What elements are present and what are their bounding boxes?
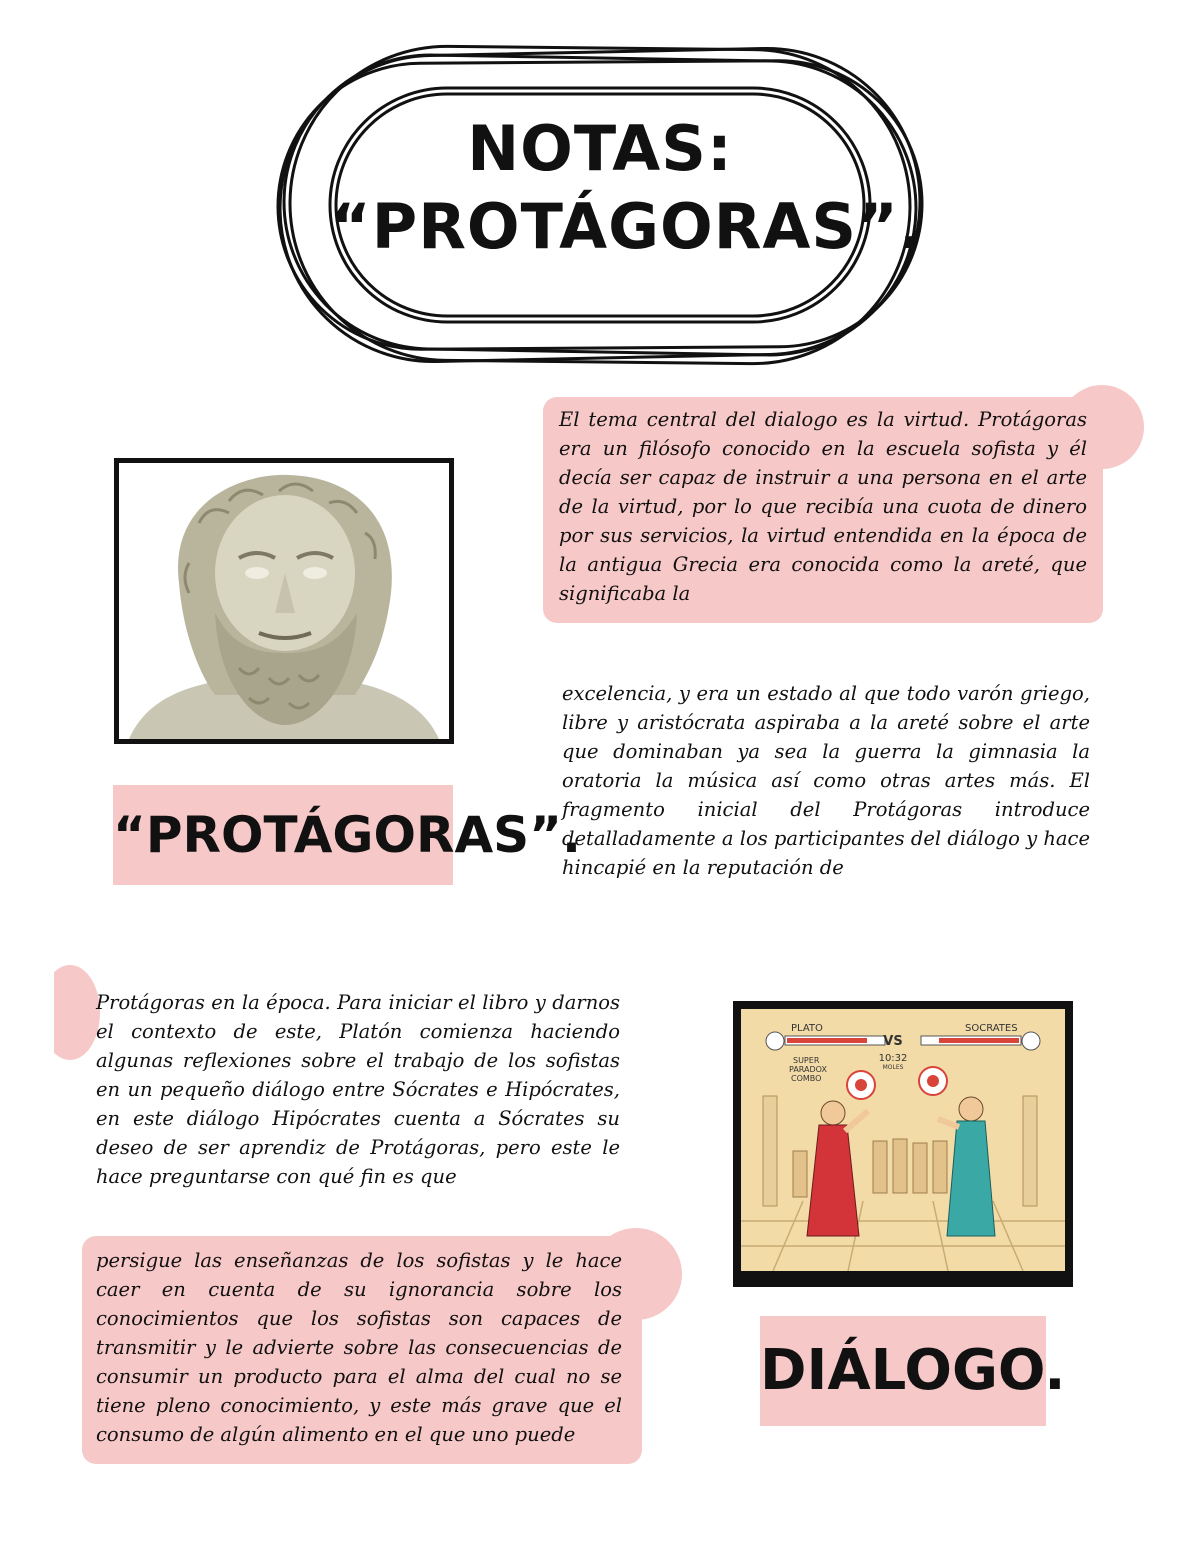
paragraph-ensenanzas: persigue las enseñanzas de los sofistas y le hace caer en cuenta de su ignorancia sobre los conocimientos que los sofistas son capaces de transmitir y le advierte sobre las consecuencias de consumir un producto para el alma del cual no se tiene pleno conocimiento, y este más grave que el consumo de algún alimento en el que uno puede bbox=[82, 1236, 642, 1464]
title-line-2: “PROTÁGORAS”. bbox=[330, 190, 924, 263]
combo-line-1: SUPER bbox=[793, 1056, 820, 1065]
player2-name: SOCRATES bbox=[965, 1023, 1018, 1034]
vs-label: VS bbox=[883, 1034, 903, 1049]
protagoras-label: “PROTÁGORAS”. bbox=[113, 785, 453, 885]
page-title bbox=[330, 110, 924, 266]
combo-line-3: COMBO bbox=[791, 1074, 822, 1083]
paragraph-contexto: Protágoras en la época. Para iniciar el libro y darnos el contexto de este, Platón comienza haciendo algunas reflexiones sobre el trabajo de los sofistas en un pequeño diálogo entre Sócrates e Hipócrates, en este diálogo Hipócrates cuenta a Sócrates su deseo de ser aprendiz de Protágoras, pero este le hace preguntarse con qué fin es que bbox=[96, 991, 620, 1188]
timer: 10:32 bbox=[878, 1053, 908, 1064]
paragraph-virtud: El tema central del dialogo es la virtud. Protágoras era un filósofo conocido en la escuela sofista y él decía ser capaz de instruir a una persona en el arte de la virtud, por lo que recibía una cuota de dinero por sus servicios, la virtud entendida en la época de la antigua Grecia era conocida como la areté, que significaba la bbox=[543, 397, 1103, 623]
fighting-game-scene-icon bbox=[733, 1001, 1073, 1287]
timer-sub: MOLES bbox=[882, 1064, 904, 1071]
player1-name: PLATO bbox=[791, 1023, 823, 1034]
combo-line-2: PARADOX bbox=[789, 1065, 827, 1074]
dialogo-label: DIÁLOGO. bbox=[760, 1316, 1046, 1426]
dialogo-illustration bbox=[733, 1001, 1073, 1287]
paragraph-excelencia: excelencia, y era un estado al que todo varón griego, libre y aristócrata aspiraba a la areté sobre el arte que dominaban ya sea la guerra la gimnasia la oratoria la música así como otras artes más. El fragmento inicial del Protágoras introduce detalladamente a los participantes del diálogo y hace hincapié en la reputación de bbox=[562, 682, 1090, 879]
protagoras-portrait bbox=[114, 458, 454, 744]
decorative-blob bbox=[40, 965, 100, 1060]
philosopher-bust-icon bbox=[119, 463, 449, 739]
title-line-1: NOTAS: bbox=[467, 112, 733, 185]
